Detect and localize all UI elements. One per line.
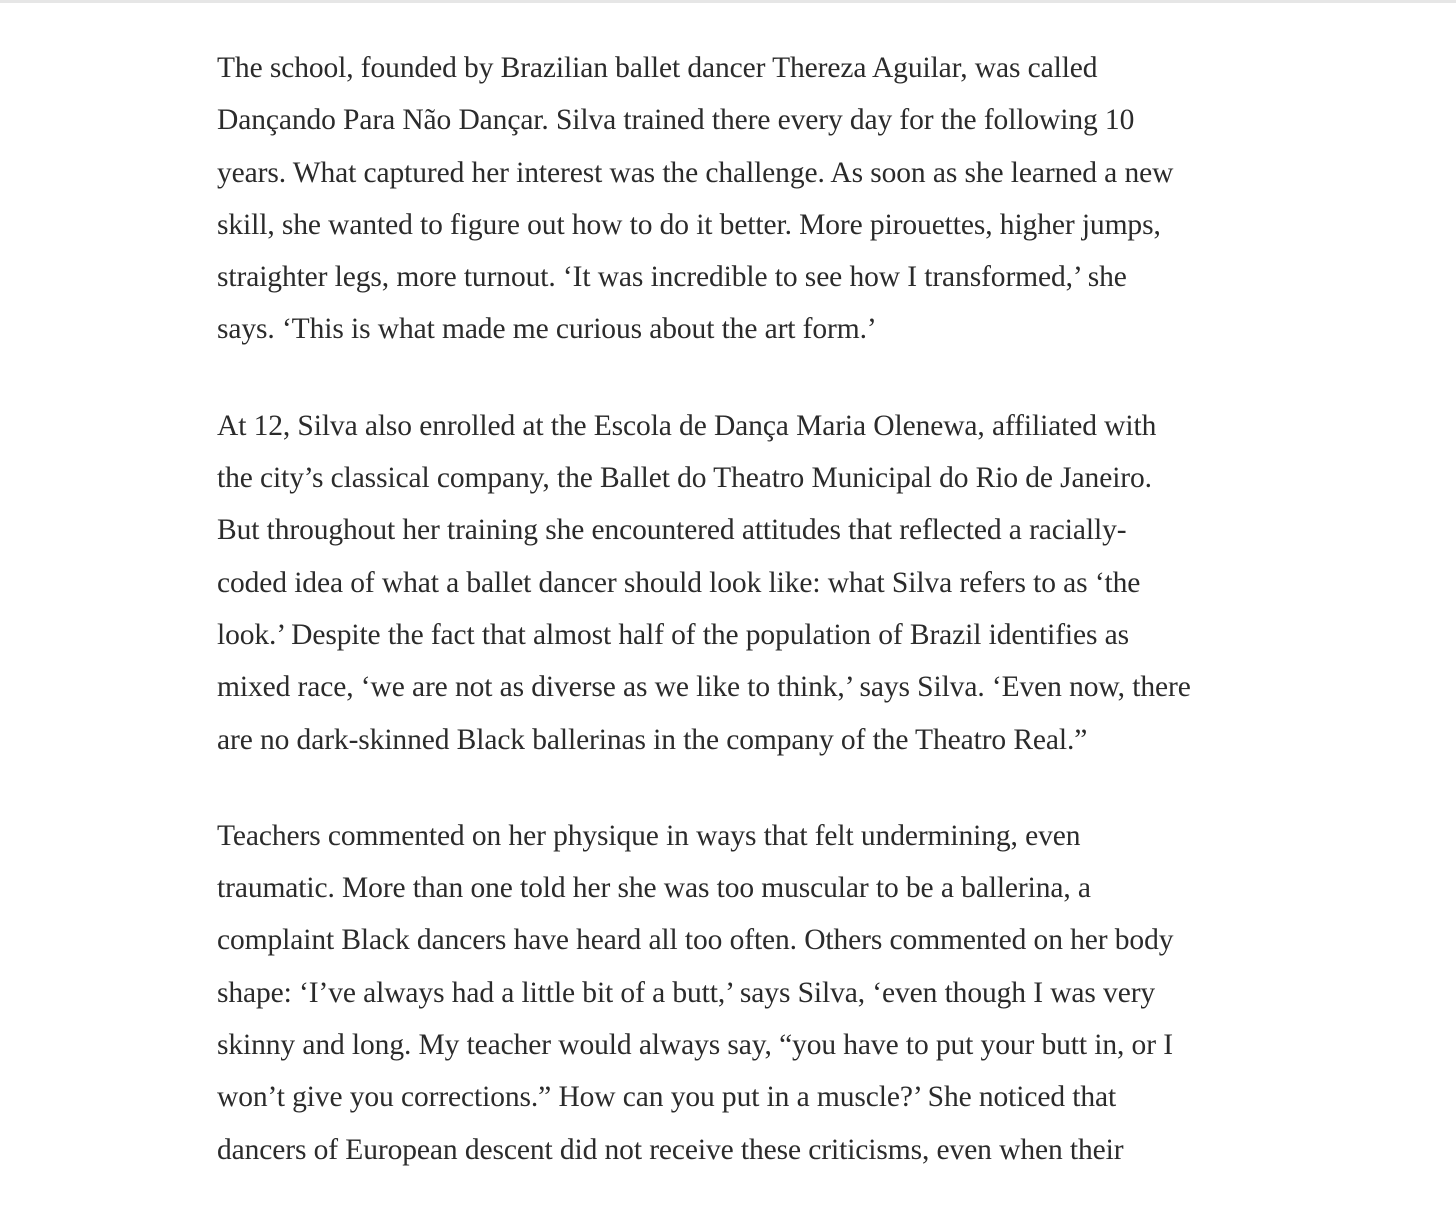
paragraph-line: are no dark-skinned Black ballerinas in the company of the Theatro Real.” [217,723,1088,756]
paragraph-school [217,42,1307,356]
paragraph-line: coded idea of what a ballet dancer should look like: what Silva refers to as ‘the [217,566,1141,599]
paragraph-line: dancers of European descent did not receive these criticisms, even when their [217,1133,1124,1166]
paragraph-line: At 12, Silva also enrolled at the Escola de Dança Maria Olenewa, affiliated with [217,409,1157,442]
paragraph-line: won’t give you corrections.” How can you put in a muscle?’ She noticed that [217,1081,1117,1114]
paragraph-line: Dançando Para Não Dançar. Silva trained there every day for the following 10 [217,104,1135,137]
paragraph-line: skill, she wanted to figure out how to do it better. More pirouettes, higher jumps, [217,208,1161,241]
paragraph-line: But throughout her training she encountered attitudes that reflected a racially- [217,514,1127,547]
paragraph-line: mixed race, ‘we are not as diverse as we like to think,’ says Silva. ‘Even now, there [217,671,1191,704]
paragraph-line: skinny and long. My teacher would always say, “you have to put your butt in, or I [217,1029,1173,1062]
paragraph-line: Teachers commented on her physique in ways that felt undermining, even [217,819,1081,852]
paragraph-line: look.’ Despite the fact that almost half of the population of Brazil identifies as [217,618,1130,651]
paragraph-line: traumatic. More than one told her she was too muscular to be a ballerina, a [217,872,1091,905]
top-divider [0,0,1456,3]
paragraph-escola [217,400,1307,766]
paragraph-line: years. What captured her interest was the challenge. As soon as she learned a new [217,156,1174,189]
paragraph-line: says. ‘This is what made me curious about the art form.’ [217,313,877,346]
article-body [217,42,1307,1220]
paragraph-line: The school, founded by Brazilian ballet dancer Thereza Aguilar, was called [217,52,1098,84]
paragraph-line: the city’s classical company, the Ballet do Theatro Municipal do Rio de Janeiro. [217,462,1152,495]
paragraph-teachers [217,810,1307,1176]
paragraph-line: straighter legs, more turnout. ‘It was incredible to see how I transformed,’ she [217,261,1127,294]
paragraph-line: complaint Black dancers have heard all too often. Others commented on her body [217,924,1174,957]
paragraph-line: shape: ‘I’ve always had a little bit of a butt,’ says Silva, ‘even though I was very [217,976,1156,1009]
